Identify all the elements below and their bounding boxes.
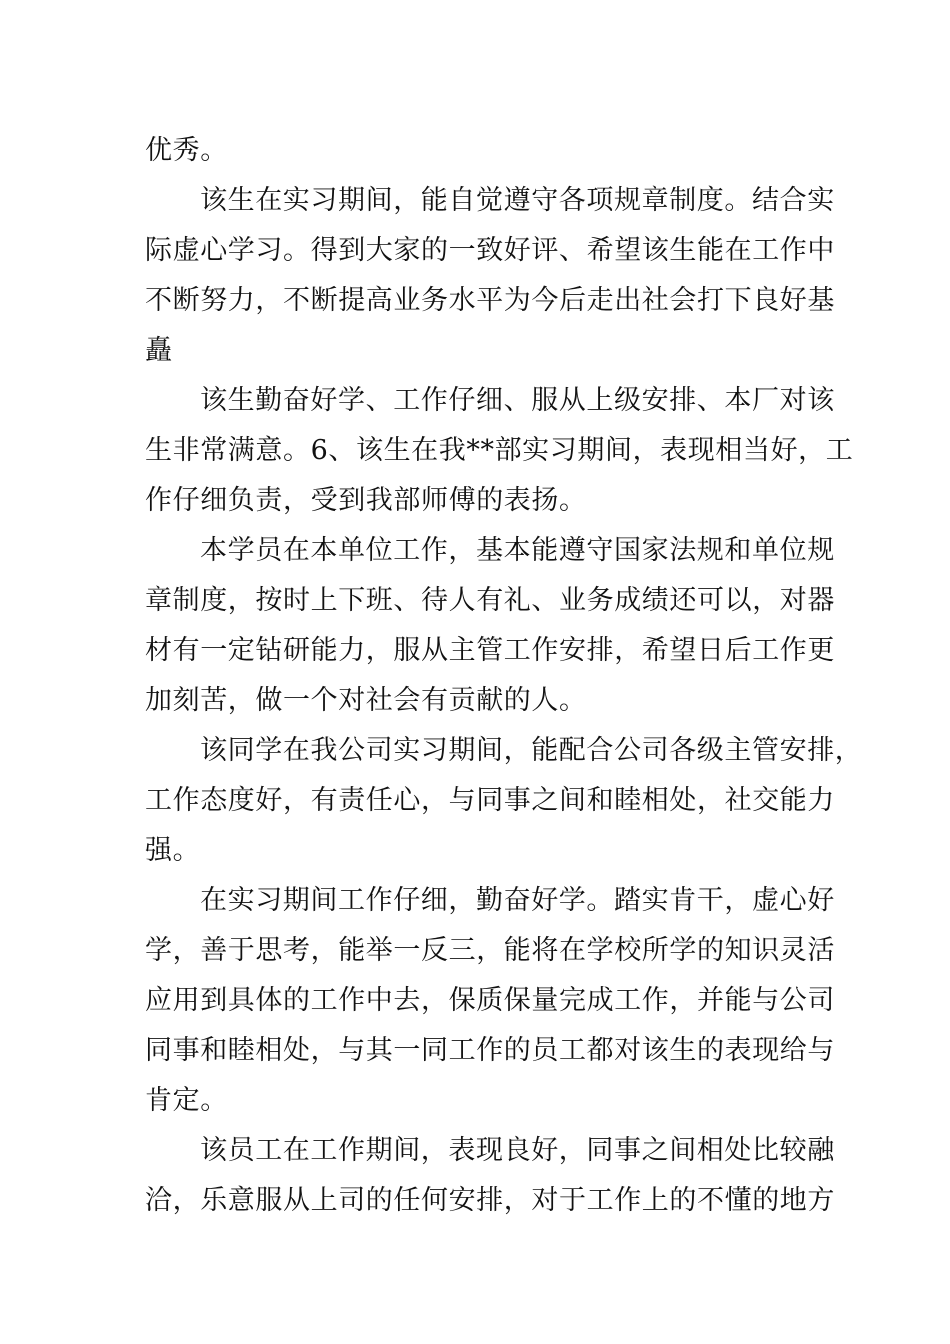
text-line: 该同学在我公司实习期间，能配合公司各级主管安排， [200,735,863,766]
text-line: 该生在实习期间，能自觉遵守各项规章制度。结合实 [200,185,835,216]
text-line: 章制度，按时上下班、待人有礼、业务成绩还可以，对器 [145,585,835,616]
text-line: 强。 [145,835,201,866]
text-line: 本学员在本单位工作，基本能遵守国家法规和单位规 [200,535,835,566]
text-line: 该员工在工作期间，表现良好，同事之间相处比较融 [200,1135,835,1166]
document-body [145,126,863,1226]
text-line: 优秀。 [145,135,228,166]
text-line: 际虚心学习。得到大家的一致好评、希望该生能在工作中 [145,235,835,266]
text-line: 作仔细负责，受到我部师傅的表扬。 [145,485,587,516]
text-line: 不断努力，不断提高业务水平为今后走出社会打下良好基 [145,285,835,316]
text-line: 洽，乐意服从上司的任何安排，对于工作上的不懂的地方 [145,1185,835,1216]
text-line: 应用到具体的工作中去，保质保量完成工作，并能与公司 [145,985,835,1016]
text-line: 学，善于思考，能举一反三，能将在学校所学的知识灵活 [145,935,835,966]
text-line: 同事和睦相处，与其一同工作的员工都对该生的表现给与 [145,1035,835,1066]
text-line: 该生勤奋好学、工作仔细、服从上级安排、本厂对该 [200,385,835,416]
text-line: 在实习期间工作仔细，勤奋好学。踏实肯干，虚心好 [200,885,835,916]
text-line: 工作态度好，有责任心，与同事之间和睦相处，社交能力 [145,785,835,816]
text-line: 生非常满意。6、该生在我**部实习期间，表现相当好，工 [145,435,854,466]
text-line: 加刻苦，做一个对社会有贡献的人。 [145,685,587,716]
text-line: 肯定。 [145,1085,228,1116]
text-line: 矗 [145,335,173,366]
text-line: 材有一定钻研能力，服从主管工作安排，希望日后工作更 [145,635,835,666]
